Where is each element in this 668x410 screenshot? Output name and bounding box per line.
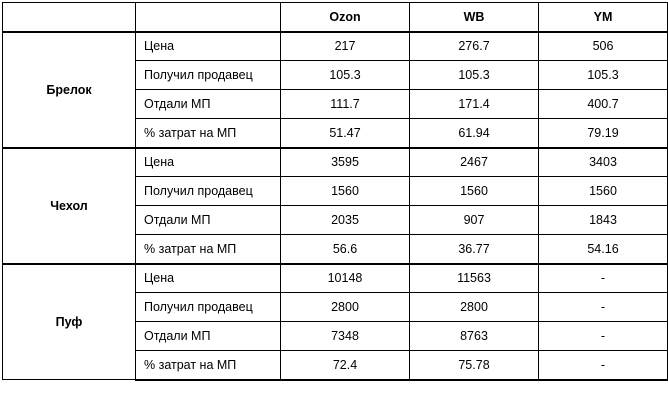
metric-label: % затрат на МП <box>136 351 281 380</box>
value-cell: 105.3 <box>281 61 410 90</box>
metric-label: Цена <box>136 32 281 61</box>
value-cell: 1843 <box>539 206 668 235</box>
metric-label: Отдали МП <box>136 322 281 351</box>
table-row <box>3 32 668 61</box>
value-cell: 51.47 <box>281 119 410 148</box>
value-cell: 56.6 <box>281 235 410 264</box>
value-cell: 3595 <box>281 148 410 177</box>
value-cell: 75.78 <box>410 351 539 380</box>
value-cell: 506 <box>539 32 668 61</box>
value-cell: 54.16 <box>539 235 668 264</box>
value-cell: 171.4 <box>410 90 539 119</box>
metric-label: Цена <box>136 148 281 177</box>
comparison-table-container <box>0 2 668 410</box>
metric-label: Получил продавец <box>136 177 281 206</box>
metric-label: Получил продавец <box>136 293 281 322</box>
table-row <box>3 148 668 177</box>
value-cell: 2035 <box>281 206 410 235</box>
marketplace-comparison-table <box>2 2 668 381</box>
group-label-chehol: Чехол <box>3 148 136 264</box>
value-cell: 111.7 <box>281 90 410 119</box>
metric-label: % затрат на МП <box>136 119 281 148</box>
metric-label: % затрат на МП <box>136 235 281 264</box>
value-cell: 7348 <box>281 322 410 351</box>
table-header-row <box>3 3 668 32</box>
value-cell: 11563 <box>410 264 539 293</box>
header-metric-blank <box>136 3 281 32</box>
value-cell: 2800 <box>410 293 539 322</box>
value-cell: 1560 <box>539 177 668 206</box>
value-cell: 8763 <box>410 322 539 351</box>
value-cell: - <box>539 293 668 322</box>
metric-label: Отдали МП <box>136 90 281 119</box>
group-label-brelok: Брелок <box>3 32 136 148</box>
value-cell: 72.4 <box>281 351 410 380</box>
value-cell: - <box>539 351 668 380</box>
column-header-ozon: Ozon <box>281 3 410 32</box>
metric-label: Цена <box>136 264 281 293</box>
value-cell: - <box>539 264 668 293</box>
value-cell: 10148 <box>281 264 410 293</box>
value-cell: 400.7 <box>539 90 668 119</box>
column-header-ym: YM <box>539 3 668 32</box>
metric-label: Получил продавец <box>136 61 281 90</box>
column-header-wb: WB <box>410 3 539 32</box>
value-cell: 276.7 <box>410 32 539 61</box>
value-cell: 2800 <box>281 293 410 322</box>
value-cell: 1560 <box>281 177 410 206</box>
value-cell: 79.19 <box>539 119 668 148</box>
value-cell: - <box>539 322 668 351</box>
value-cell: 1560 <box>410 177 539 206</box>
value-cell: 61.94 <box>410 119 539 148</box>
value-cell: 105.3 <box>410 61 539 90</box>
value-cell: 36.77 <box>410 235 539 264</box>
header-corner-blank <box>3 3 136 32</box>
table-row <box>3 264 668 293</box>
value-cell: 105.3 <box>539 61 668 90</box>
value-cell: 2467 <box>410 148 539 177</box>
value-cell: 217 <box>281 32 410 61</box>
value-cell: 3403 <box>539 148 668 177</box>
value-cell: 907 <box>410 206 539 235</box>
metric-label: Отдали МП <box>136 206 281 235</box>
group-label-puf: Пуф <box>3 264 136 380</box>
